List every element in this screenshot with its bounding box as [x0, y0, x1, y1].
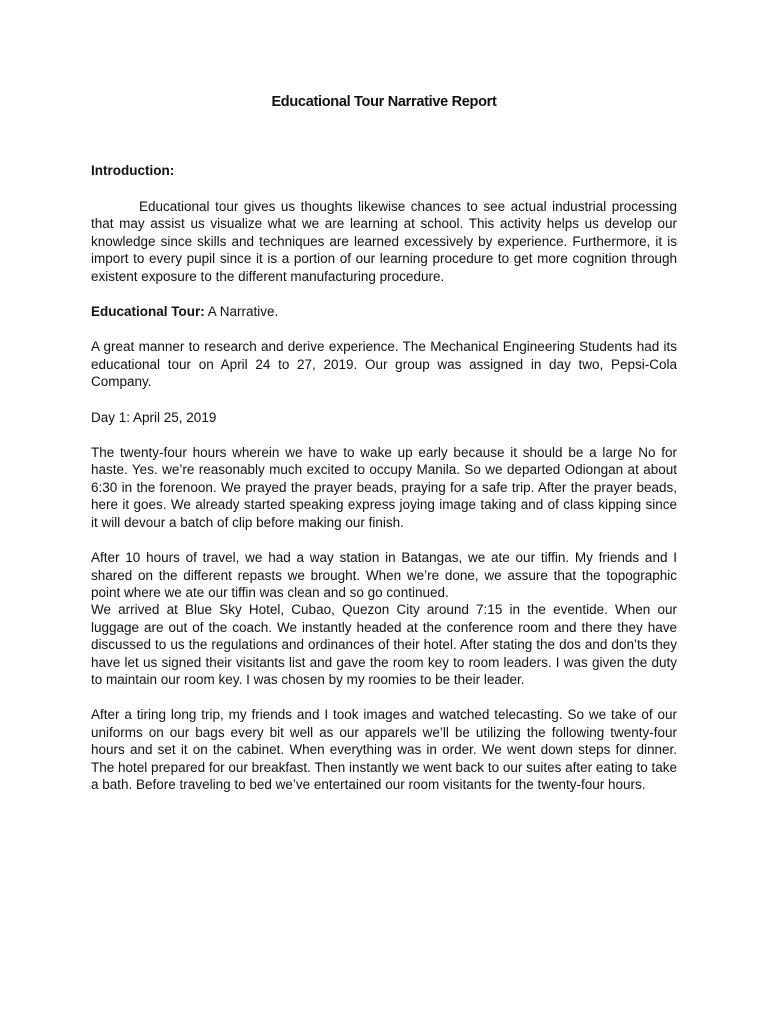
paragraph-overview: A great manner to research and derive experience. The Mechanical Engineering Students had its educational tour on April 24 to 27, 2019. Our group was assigned in day two, Pepsi-Cola Company. — [91, 339, 677, 390]
paragraph-evening: After a tiring long trip, my friends and I took images and watched telecasting. So we take of our uniforms on our bags every bit well as our apparels we’ll be utilizing the following twenty-four hours and set it on the cabinet. When everything was in order. We went down steps for dinner. The hotel prepared for our breakfast. Then instantly we went back to our suites after eating to take a bath. Before traveling to bed we’ve entertained our room visitants for the twenty-four hours. — [91, 707, 677, 792]
narrative-heading-line — [91, 303, 677, 320]
paragraph-hotel-arrival: We arrived at Blue Sky Hotel, Cubao, Quezon City around 7:15 in the eventide. When our luggage are out of the coach. We instantly headed at the conference room and there they have discussed to us the regulations and ordinances of their hotel. After stating the dos and don’ts they have let us signed their visitants list and gave the room key to room leaders. I was given the duty to maintain our room key. I was chosen by my roomies to be their leader. — [91, 602, 677, 687]
narrative-subtitle: A Narrative. — [204, 304, 279, 320]
day-label: Day 1: April 25, 2019 — [91, 409, 217, 425]
introduction-paragraph: Educational tour gives us thoughts likewise chances to see actual industrial processing that may assist us visualize what we are learning at school. This activity helps us develop our knowledge since skills and techniques are learned excessively by experience. Furthermore, it is import to every pupil since it is a portion of our learning procedure to get more cognition through existent exposure to the different manufacturing procedure. — [91, 199, 677, 284]
document-title: Educational Tour Narrative Report — [271, 94, 497, 110]
narrative-label: Educational Tour: — [91, 304, 205, 320]
paragraph-departure: The twenty-four hours wherein we have to wake up early because it should be a large No for haste. Yes. we’re reasonably much excited to occupy Manila. So we departed Odiongan at about 6:30 in the forenoon. We prayed the prayer beads, praying for a safe trip. After the prayer beads, here it goes. We already started speaking express joying image taking and of class kipping since it will devour a batch of clip before making our finish. — [91, 445, 677, 530]
introduction-heading: Introduction: — [91, 163, 175, 178]
paragraph-stopover: After 10 hours of travel, we had a way station in Batangas, we ate our tiffin. My friends and I shared on the different repasts we brought. When we’re done, we assure that the topographic point where we ate our tiffin was clean and so go continued. — [91, 550, 677, 600]
